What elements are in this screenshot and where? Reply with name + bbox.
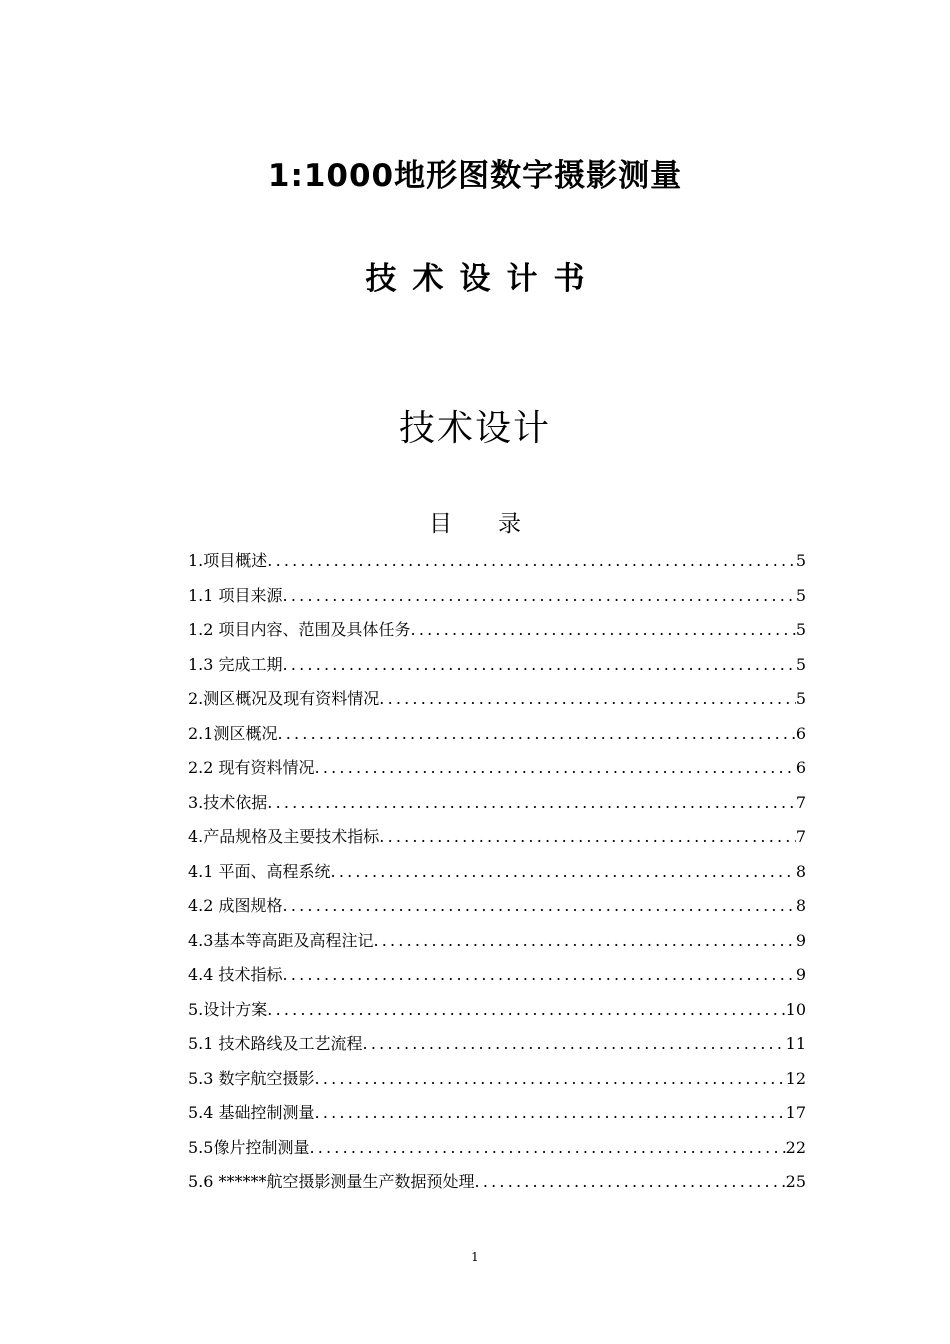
toc-leader-dots — [267, 544, 796, 579]
toc-entry-page: 7 — [795, 827, 806, 846]
toc-entry[interactable] — [188, 924, 806, 959]
document-title: 1:1000地形图数字摄影测量 — [267, 158, 683, 194]
toc-leader-dots — [373, 924, 795, 959]
toc-entry[interactable] — [188, 1062, 806, 1097]
toc-entry-page: 6 — [795, 723, 806, 743]
toc-entry-label: 5.5像片控制测量 — [188, 1137, 310, 1157]
toc-entry-label: 4.产品规格及主要技术指标 — [188, 827, 380, 846]
toc-entry[interactable] — [188, 751, 806, 786]
toc-entry-page: 9 — [795, 930, 806, 950]
toc-entry-label: 4.3基本等高距及高程注记 — [188, 930, 374, 950]
toc-entry-page: 17 — [785, 1103, 806, 1122]
toc-entry-label: 4.2 成图规格 — [188, 896, 283, 915]
toc-entry-label: 2.1测区概况 — [188, 723, 278, 743]
toc-entry-page: 10 — [785, 999, 806, 1019]
toc-leader-dots — [283, 889, 796, 924]
toc-leader-dots — [283, 579, 796, 614]
toc-entry[interactable] — [188, 993, 806, 1028]
toc-entry-label: 5.1 技术路线及工艺流程 — [188, 1034, 363, 1053]
toc-leader-dots — [309, 1131, 785, 1166]
toc-entry[interactable] — [188, 855, 806, 890]
toc-entry[interactable] — [188, 1096, 806, 1131]
toc-entry[interactable] — [188, 786, 806, 821]
toc-entry[interactable] — [188, 682, 806, 717]
toc-leader-dots — [379, 820, 796, 855]
toc-leader-dots — [277, 717, 795, 752]
toc-entry-label: 5.6 ******航空摄影测量生产数据预处理 — [188, 1172, 475, 1191]
toc-leader-dots — [267, 786, 796, 821]
toc-entry-page: 7 — [795, 792, 806, 812]
toc-entry[interactable] — [188, 958, 806, 993]
toc-entry-page: 5 — [795, 620, 806, 639]
toc-entry[interactable] — [188, 717, 806, 752]
toc-entry-page: 12 — [785, 1068, 806, 1088]
toc-entry-label: 1.1 项目来源 — [188, 585, 283, 605]
toc-entry-label: 5.4 基础控制测量 — [188, 1103, 315, 1122]
toc-entry-page: 5 — [795, 585, 806, 605]
toc-entry[interactable] — [188, 1165, 806, 1200]
toc-leader-dots — [283, 648, 796, 683]
toc-leader-dots — [267, 993, 785, 1028]
toc-heading: 目录 — [429, 511, 567, 537]
toc-entry-label: 5.设计方案 — [188, 999, 268, 1019]
toc-entry[interactable] — [188, 544, 806, 579]
toc-entry-label: 4.1 平面、高程系统 — [188, 861, 331, 881]
toc-entry[interactable] — [188, 1131, 806, 1166]
toc-entry-label: 2.测区概况及现有资料情况 — [188, 689, 380, 708]
toc-entry-label: 1.项目概述 — [188, 551, 268, 570]
toc-entry-label: 4.4 技术指标 — [188, 965, 283, 984]
toc-leader-dots — [283, 958, 796, 993]
toc-leader-dots — [315, 1062, 786, 1097]
section-title: 技术设计 — [398, 408, 551, 449]
toc-entry-label: 3.技术依据 — [188, 792, 268, 812]
toc-entry[interactable] — [188, 579, 806, 614]
toc-entry-label: 1.3 完成工期 — [188, 654, 283, 674]
page-number: 1 — [471, 1250, 479, 1264]
toc-leader-dots — [315, 751, 796, 786]
toc-leader-dots — [315, 1096, 786, 1131]
toc-entry-page: 5 — [795, 551, 806, 570]
toc-leader-dots — [331, 855, 796, 890]
toc-entry-page: 6 — [795, 758, 806, 777]
toc-leader-dots — [363, 1027, 786, 1062]
toc-entry[interactable] — [188, 820, 806, 855]
toc-entry-page: 25 — [785, 1172, 806, 1191]
toc-entry[interactable] — [188, 889, 806, 924]
toc-entry[interactable] — [188, 648, 806, 683]
toc-leader-dots — [379, 682, 796, 717]
toc-entry-page: 5 — [795, 689, 806, 708]
toc-entry-page: 11 — [785, 1034, 806, 1053]
toc-entry-page: 8 — [795, 861, 806, 881]
toc-entry[interactable] — [188, 613, 806, 648]
toc-entry-label: 5.3 数字航空摄影 — [188, 1068, 315, 1088]
document-subtitle: 技术设计书 — [365, 261, 601, 297]
toc-entry[interactable] — [188, 1027, 806, 1062]
table-of-contents — [188, 544, 806, 1200]
toc-entry-label: 2.2 现有资料情况 — [188, 758, 315, 777]
toc-entry-label: 1.2 项目内容、范围及具体任务 — [188, 620, 411, 639]
toc-entry-page: 9 — [795, 965, 806, 984]
toc-leader-dots — [411, 613, 796, 648]
toc-entry-page: 8 — [795, 896, 806, 915]
toc-leader-dots — [475, 1165, 786, 1200]
toc-entry-page: 22 — [785, 1137, 806, 1157]
toc-entry-page: 5 — [795, 654, 806, 674]
